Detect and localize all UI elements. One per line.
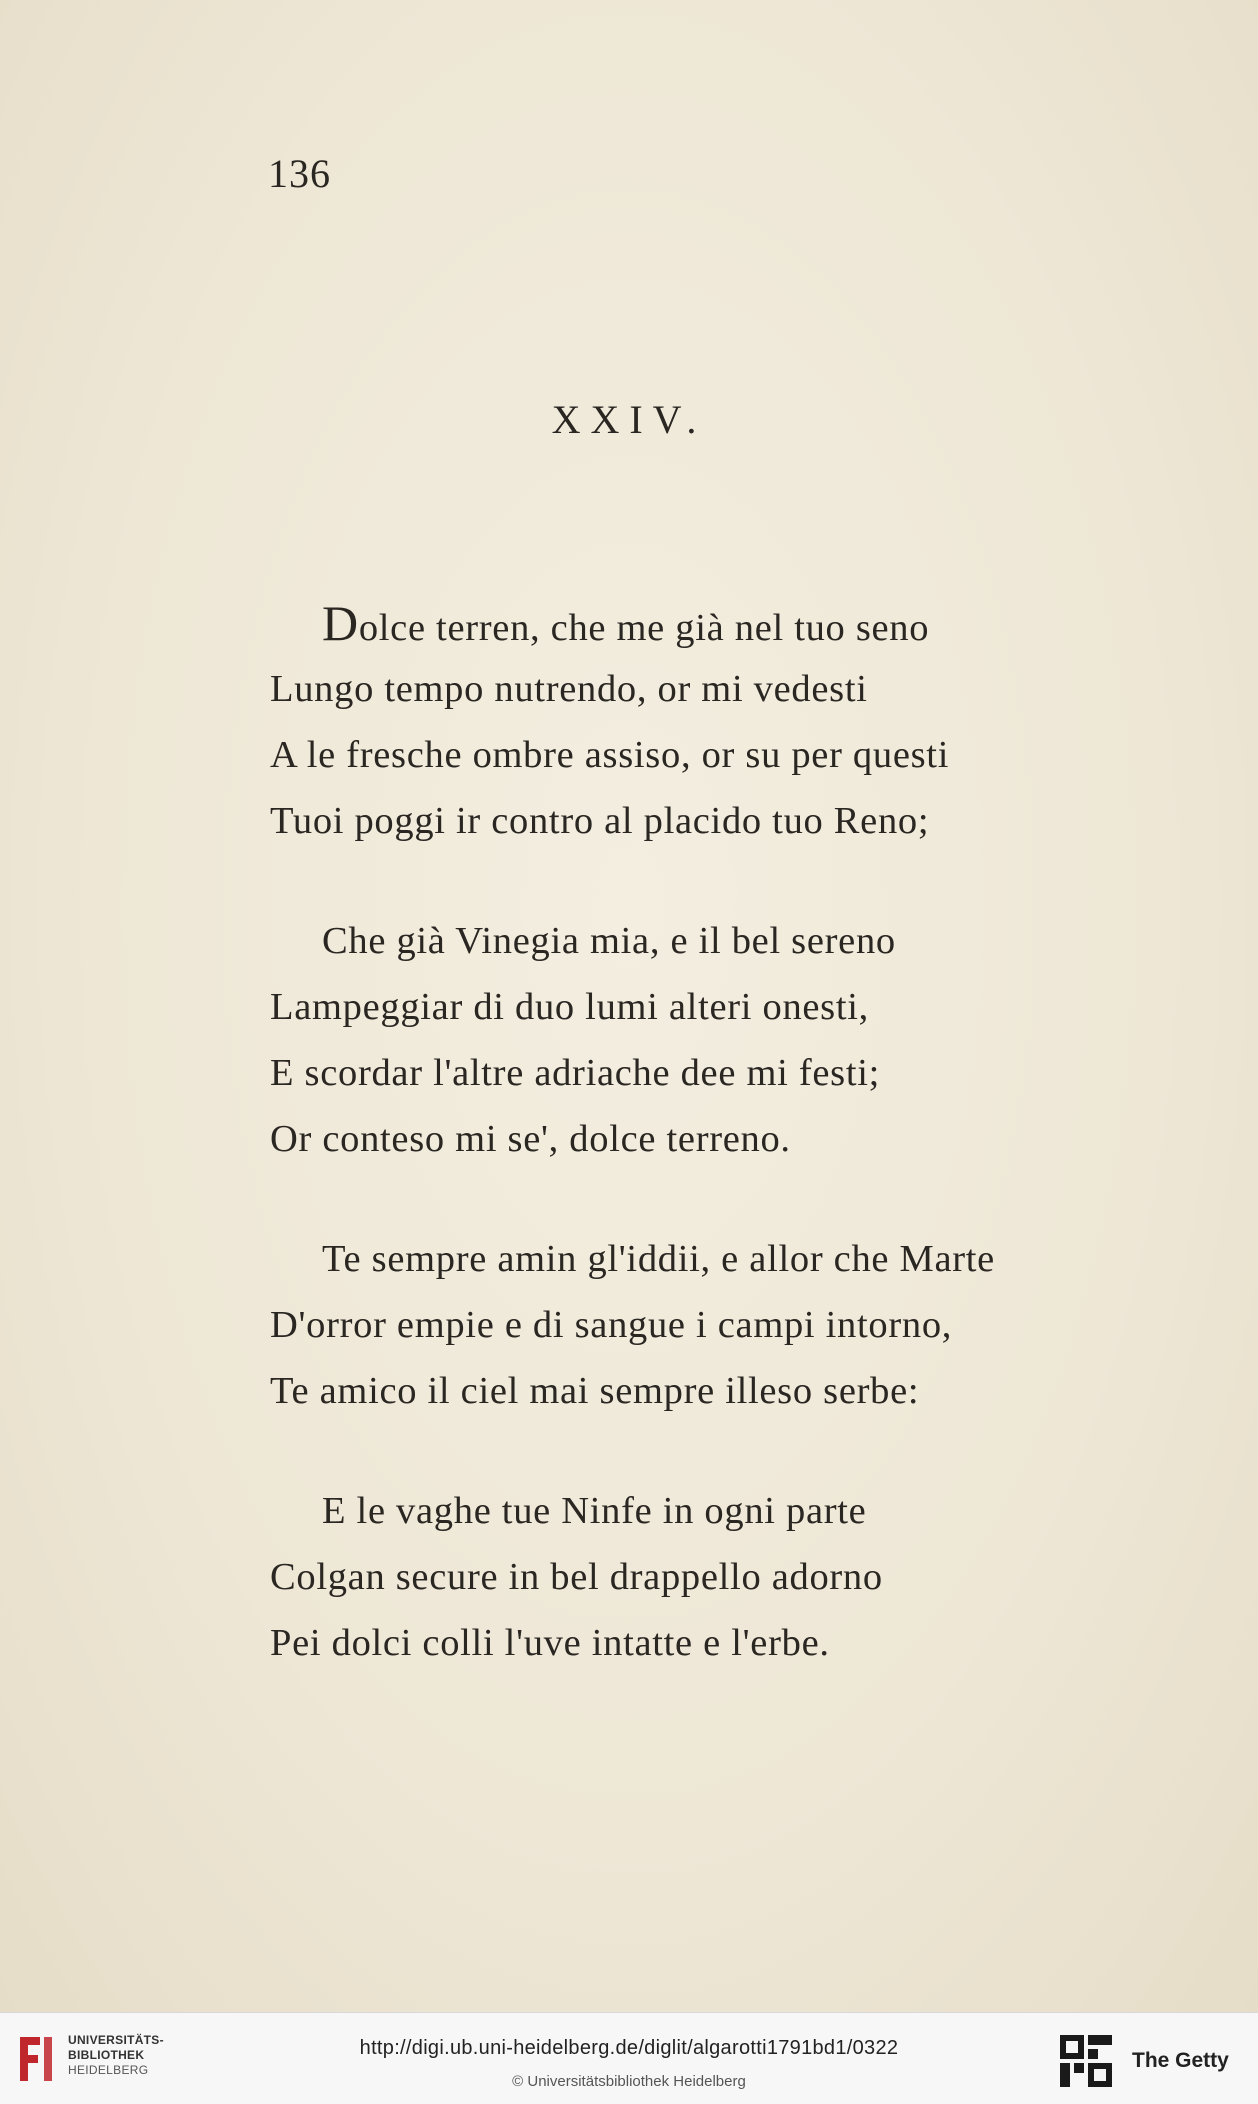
permalink-url[interactable]: http://digi.ub.uni-heidelberg.de/diglit/algarotti1791bd1/0322 [359, 2037, 899, 2059]
viewer-footer [0, 2012, 1258, 2104]
poem-line: A le fresche ombre assiso, or su per questi [270, 734, 950, 776]
poem-line: Colgan secure in bel drappello adorno [270, 1556, 883, 1598]
drop-cap: D [322, 595, 359, 651]
stanza [270, 590, 949, 854]
getty-logo-icon [1058, 2033, 1114, 2089]
partner-name: The Getty [1132, 2049, 1229, 2072]
poem-line: Te amico il ciel mai sempre illeso serbe: [270, 1370, 920, 1412]
stanza [270, 1478, 883, 1676]
poem-line: E scordar l'altre adriache dee mi festi; [270, 1052, 881, 1094]
library-name-line: HEIDELBERG [68, 2063, 149, 2077]
poem-line [270, 590, 949, 656]
poem-line: Or conteso mi se', dolce terreno. [270, 1118, 791, 1160]
library-name-line: BIBLIOTHEK [68, 2048, 145, 2062]
poem-title: XXIV. [551, 397, 707, 442]
poem-line: Lungo tempo nutrendo, or mi vedesti [270, 668, 868, 710]
poem-line: Lampeggiar di duo lumi alteri onesti, [270, 986, 869, 1028]
stanza [270, 908, 896, 1172]
page-number: 136 [268, 151, 331, 196]
poem-line: D'orror empie e di sangue i campi intorno, [270, 1304, 953, 1346]
poem-line: Pei dolci colli l'uve intatte e l'erbe. [270, 1622, 830, 1664]
stanza [270, 1226, 995, 1424]
poem-line: Che già Vinegia mia, e il bel sereno [322, 920, 896, 962]
library-name-line: UNIVERSITÄTS- [68, 2033, 164, 2047]
poem-line: Te sempre amin gl'iddii, e allor che Marte [322, 1238, 995, 1280]
copyright-notice: © Universitätsbibliothek Heidelberg [512, 2073, 746, 2090]
poem-line-text: olce terren, che me già nel tuo seno [358, 607, 930, 649]
poem-line: E le vaghe tue Ninfe in ogni parte [322, 1490, 867, 1532]
poem-line: Tuoi poggi ir contro al placido tuo Reno; [270, 800, 930, 842]
